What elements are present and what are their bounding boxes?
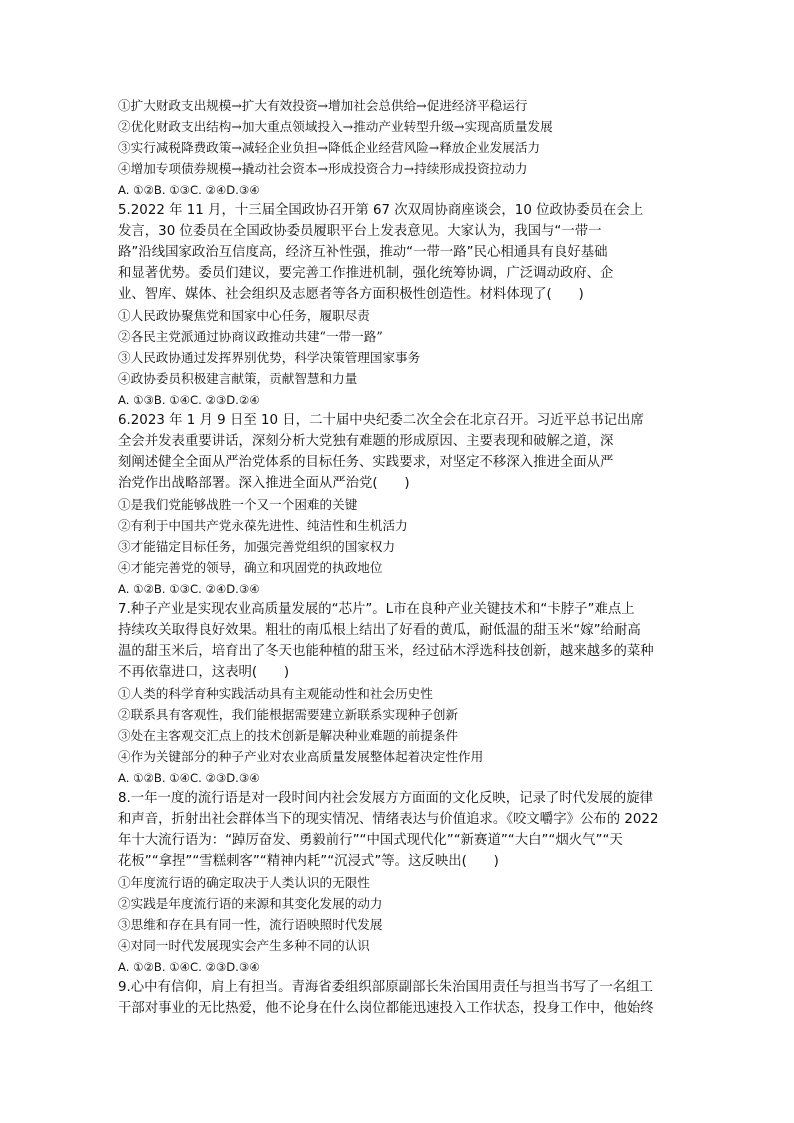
q8-option-4: ④对同一时代发展现实会产生多种不同的认识: [118, 938, 370, 953]
q9-stem-line-2: 干部对事业的无比热爱，他不论身在什么岗位都能迅速投入工作状态，投身工作中，他始终: [118, 1001, 654, 1016]
q6-stem-line-2: 全会并发表重要讲话，深刻分析大党独有难题的形成原因、主要表现和破解之道，深: [118, 434, 614, 449]
q7-option-2: ②联系具有客观性，我们能根据需要建立新联系实现种子创新: [118, 707, 459, 722]
q8-stem-line-2: 和声音，折射出社会群体当下的现实情况、情绪表达与价值追求。《咬文嚼字》公布的 2022: [118, 812, 659, 827]
q6-answer-choices: A. ①②B. ①③C. ②④D.③④: [118, 582, 260, 596]
q5-stem-line-3: 路”沿线国家政治互信度高，经济互补性强，推动“一带一路”民心相通具有良好基础: [118, 245, 608, 260]
q8-answer-choices: A. ①②B. ①④C. ②③D.③④: [118, 960, 260, 974]
q8-option-1: ①年度流行语的确定取决于人类认识的无限性: [118, 875, 370, 890]
q4-option-3: ③实行减税降费政策→减轻企业负担→降低企业经营风险→释放企业发展活力: [118, 140, 541, 155]
q5-answer-choices: A. ①③B. ①④C. ②③D.②④: [118, 393, 260, 407]
q7-stem-line-3: 温的甜玉米后，培育出了冬天也能种植的甜玉米，经过砧木浮选科技创新，越来越多的菜种: [118, 644, 654, 659]
q4-option-1: ①扩大财政支出规模→扩大有效投资→增加社会总供给→促进经济平稳运行: [118, 98, 528, 113]
q5-option-2: ②各民主党派通过协商议政推动共建“一带一路”: [118, 329, 383, 344]
q6-option-3: ③才能锚定目标任务，加强完善党组织的国家权力: [118, 539, 396, 554]
q8-stem-line-1: 8.一年一度的流行语是对一段时间内社会发展方方面面的文化反映，记录了时代发展的旋律: [118, 791, 654, 806]
q8-stem-line-4: 花板”“拿捏”“雪糕刺客”“精神内耗”“沉浸式”等。这反映出( ): [118, 854, 499, 869]
q7-stem-line-2: 持续攻关取得良好效果。粗壮的南瓜根上结出了好看的黄瓜，耐低温的甜玉米“嫁”给耐高: [118, 623, 641, 638]
q7-option-4: ④作为关键部分的种子产业对农业高质量发展整体起着决定性作用: [118, 749, 484, 764]
q4-option-4: ④增加专项债券规模→撬动社会资本→形成投资合力→持续形成投资拉动力: [118, 161, 528, 176]
q9-stem-line-1: 9.心中有信仰，肩上有担当。青海省委组织部原副部长朱治国用责任与担当书写了一名组工: [118, 980, 654, 995]
q6-option-1: ①是我们党能够战胜一个又一个困难的关键: [118, 497, 358, 512]
q6-stem-line-3: 刻阐述健全全面从严治党体系的目标任务、实践要求，对坚定不移深入推进全面从严: [118, 455, 614, 470]
q8-stem-line-3: 年十大流行语为：“踔厉奋发、勇毅前行”“中国式现代化”“新赛道”“大白”“烟火气”“天: [118, 833, 623, 848]
q6-option-4: ④才能完善党的领导，确立和巩固党的执政地位: [118, 560, 383, 575]
q5-stem-line-1: 5.2022 年 11 月，十三届全国政协召开第 67 次双周协商座谈会，10 位政协委员在会上: [118, 203, 644, 218]
q6-stem-line-1: 6.2023 年 1 月 9 日至 10 日，二十届中央纪委二次全会在北京召开。习近平总书记出席: [118, 413, 644, 428]
q4-answer-choices: A. ①②B. ①③C. ②④D.③④: [118, 183, 260, 197]
q8-option-2: ②实践是年度流行语的来源和其变化发展的动力: [118, 896, 383, 911]
q5-stem-line-4: 和显著优势。委员们建议，要完善工作推进机制，强化统筹协调，广泛调动政府、企: [118, 266, 614, 281]
q5-option-1: ①人民政协聚焦党和国家中心任务，履职尽责: [118, 308, 370, 323]
q7-stem-line-1: 7.种子产业是实现农业高质量发展的“芯片”。L市在良种产业关键技术和“卡脖子”难点上: [118, 602, 635, 617]
q5-stem-line-2: 发言，30 位委员在全国政协委员履职平台上发表意见。大家认为，我国与“一带一: [118, 224, 602, 239]
q5-option-4: ④政协委员积极建言献策，贡献智慧和力量: [118, 371, 358, 386]
q6-stem-line-4: 治党作出战略部署。深入推进全面从严治党( ): [118, 476, 410, 491]
q5-option-3: ③人民政协通过发挥界别优势，科学决策管理国家事务: [118, 350, 421, 365]
q6-option-2: ②有利于中国共产党永葆先进性、纯洁性和生机活力: [118, 518, 408, 533]
q7-option-3: ③处在主客观交汇点上的技术创新是解决种业难题的前提条件: [118, 728, 459, 743]
q7-stem-line-4: 不再依靠进口，这表明( ): [118, 665, 290, 680]
q8-option-3: ③思维和存在具有同一性，流行语映照时代发展: [118, 917, 383, 932]
q5-stem-line-5: 业、智库、媒体、社会组织及志愿者等各方面积极性创造性。材料体现了( ): [118, 287, 584, 302]
q4-option-2: ②优化财政支出结构→加大重点领域投入→推动产业转型升级→实现高质量发展: [118, 119, 553, 134]
q7-option-1: ①人类的科学育种实践活动具有主观能动性和社会历史性: [118, 686, 433, 701]
q7-answer-choices: A. ①②B. ①④C. ②③D.③④: [118, 771, 260, 785]
